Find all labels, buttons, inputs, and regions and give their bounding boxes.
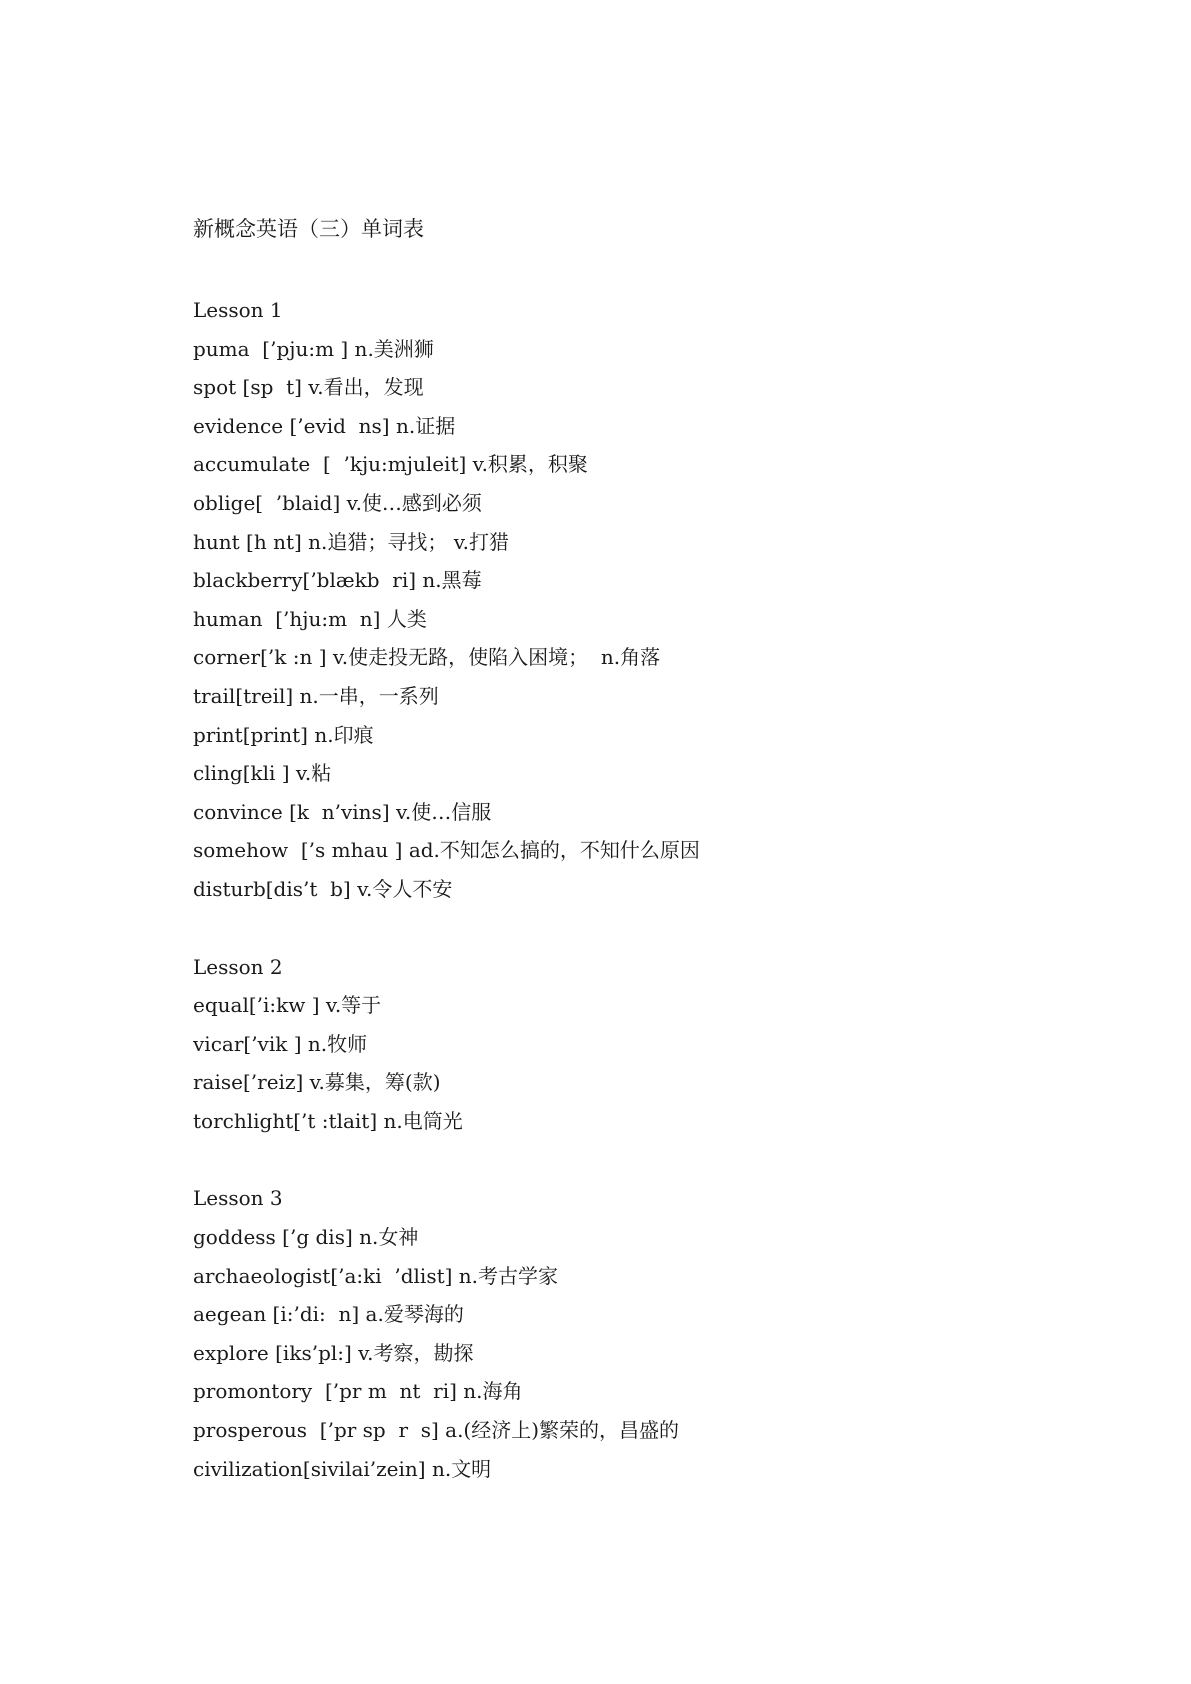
vocab-entry — [193, 831, 1093, 870]
lesson-heading: Lesson 3 — [193, 1186, 283, 1211]
vocab-word: accumulate — [193, 452, 311, 477]
vocab-word: archaeologist — [193, 1263, 331, 1288]
vocab-definition: [dis’t b] v.令人不安 — [265, 876, 453, 901]
vocab-word: vicar — [193, 1031, 244, 1056]
vocab-word: puma — [193, 336, 250, 361]
vocab-word: convince — [193, 799, 283, 824]
vocab-entry — [193, 677, 1093, 716]
vocab-definition: [’hju:m n] 人类 — [262, 606, 427, 631]
lesson-section — [193, 1179, 1093, 1488]
vocab-word: disturb — [193, 876, 266, 901]
vocab-word: torchlight — [193, 1108, 294, 1133]
vocab-word: corner — [193, 645, 261, 670]
vocab-word: somehow — [193, 838, 289, 863]
vocab-definition: [’a:ki ’dlist] n.考古学家 — [330, 1263, 559, 1288]
vocab-entry — [193, 330, 1093, 369]
vocab-word: human — [193, 606, 263, 631]
vocab-word: promontory — [193, 1379, 313, 1404]
vocab-entry — [193, 407, 1093, 446]
vocab-entry — [193, 638, 1093, 677]
vocab-entry — [193, 368, 1093, 407]
vocab-definition: [k n’vins] v.使…信服 — [282, 799, 492, 824]
vocab-entry — [193, 484, 1093, 523]
vocab-word: equal — [193, 993, 249, 1018]
vocab-entry — [193, 1295, 1093, 1334]
vocab-entry — [193, 793, 1093, 832]
vocab-entry — [193, 600, 1093, 639]
vocab-definition: [print] n.印痕 — [242, 722, 374, 747]
vocab-word: goddess — [193, 1225, 276, 1250]
vocab-entry — [193, 1257, 1093, 1296]
vocab-definition: [’pr sp r s] a.(经济上)繁荣的，昌盛的 — [307, 1418, 680, 1443]
vocab-word: print — [193, 722, 243, 747]
vocab-entry — [193, 986, 1093, 1025]
vocab-definition: [kli ] v.粘 — [242, 761, 332, 786]
vocab-entry — [193, 1411, 1093, 1450]
vocab-word: cling — [193, 761, 243, 786]
vocab-entry — [193, 1334, 1093, 1373]
vocab-definition: [sivilai’zein] n.文明 — [302, 1456, 492, 1481]
vocab-definition: [’k :n ] v.使走投无路，使陷入困境； n.角落 — [260, 645, 661, 670]
vocab-entry — [193, 716, 1093, 755]
vocab-word: prosperous — [193, 1418, 308, 1443]
vocab-entry — [193, 1063, 1093, 1102]
vocab-word: spot — [193, 375, 237, 400]
vocab-entry — [193, 1218, 1093, 1257]
vocab-definition: [’vik ] n.牧师 — [243, 1031, 368, 1056]
vocab-word: civilization — [193, 1456, 303, 1481]
vocab-word: aegean — [193, 1302, 267, 1327]
document-page — [193, 215, 1093, 1527]
vocab-entry — [193, 1025, 1093, 1064]
vocab-definition: [h nt] n.追猎；寻找； v.打猎 — [239, 529, 510, 554]
lesson-heading: Lesson 2 — [193, 954, 283, 979]
vocab-definition: [’pju:m ] n.美洲狮 — [249, 336, 434, 361]
vocab-definition: [’s mhau ] ad.不知怎么搞的，不知什么原因 — [288, 838, 700, 863]
vocab-word: raise — [193, 1070, 243, 1095]
vocab-entry — [193, 1450, 1093, 1489]
vocab-entry — [193, 1102, 1093, 1141]
vocab-definition: [’g dis] n.女神 — [275, 1225, 419, 1250]
vocab-entry — [193, 445, 1093, 484]
vocab-definition: [ ’blaid] v.使…感到必须 — [255, 490, 482, 515]
vocab-entry — [193, 754, 1093, 793]
document-title: 新概念英语（三）单词表 — [193, 217, 424, 241]
vocab-entry — [193, 870, 1093, 909]
vocab-definition: [sp t] v.看出，发现 — [236, 375, 424, 400]
vocab-word: evidence — [193, 413, 284, 438]
vocab-definition: [’blækb ri] n.黑莓 — [302, 568, 482, 593]
lesson-section — [193, 948, 1093, 1141]
vocab-definition: [iks’pl:] v.考察，勘探 — [268, 1340, 474, 1365]
vocab-word: trail — [193, 683, 236, 708]
vocab-word: blackberry — [193, 568, 303, 593]
vocab-definition: [’evid ns] n.证据 — [283, 413, 456, 438]
vocab-definition: [i:’di: n] a.爱琴海的 — [266, 1302, 464, 1327]
vocab-entry — [193, 561, 1093, 600]
vocab-definition: [ ’kju:mjuleit] v.积累，积聚 — [310, 452, 588, 477]
vocab-word: hunt — [193, 529, 240, 554]
lesson-list — [193, 291, 1093, 1488]
lesson-heading: Lesson 1 — [193, 298, 283, 322]
vocab-definition: [’i:kw ] v.等于 — [248, 993, 382, 1018]
vocab-definition: [treil] n.一串，一系列 — [235, 683, 439, 708]
vocab-definition: [’reiz] v.募集，筹(款) — [242, 1070, 441, 1095]
vocab-definition: [’pr m nt ri] n.海角 — [312, 1379, 523, 1404]
vocab-entry — [193, 523, 1093, 562]
vocab-entry — [193, 1372, 1093, 1411]
vocab-definition: [’t :tlait] n.电筒光 — [293, 1108, 463, 1133]
vocab-word: explore — [193, 1340, 269, 1365]
lesson-section — [193, 291, 1093, 909]
vocab-word: oblige — [193, 490, 256, 515]
